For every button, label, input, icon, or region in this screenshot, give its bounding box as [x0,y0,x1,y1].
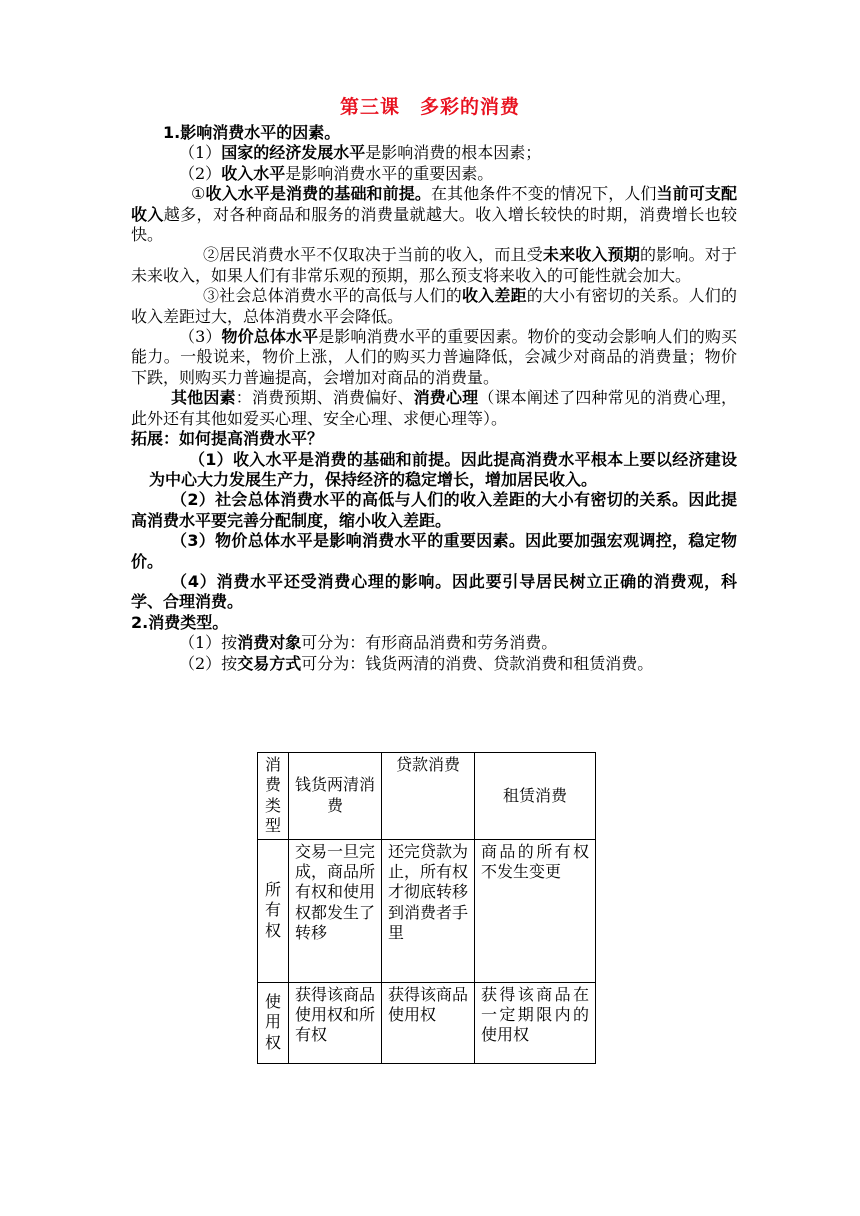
type-item-1 [131,633,737,653]
table-row-label: 使用权 [258,982,289,1063]
income-point-2 [131,245,737,286]
factor-item-2 [131,164,737,184]
factor-item-2-keyword: 收入水平 [221,163,286,183]
factor-item-1-keyword: 国家的经济发展水平 [221,143,366,163]
lesson-title: 第三课 多彩的消费 [339,96,520,118]
type-item-1-text-b: 可分为：有形商品消费和劳务消费。 [301,633,558,653]
table-header-row [258,753,596,840]
factor-item-2-number: （2） [179,163,222,183]
document-body [131,123,737,674]
other-factors-text-a: ：消费预期、消费偏好、 [235,388,414,408]
factor-item-1 [131,143,737,163]
table-cell: 获得该商品使用权 [382,982,475,1063]
table-row [258,982,596,1063]
other-factors-keyword: 消费心理 [413,388,479,408]
table-cell: 获得该商品使用权和所有权 [289,982,382,1063]
factor-item-3-text: 是影响消费水平的重要因素。物价的变动会影响人们的购买能力。一般说来，物价上涨，人们的购买力普遍降低，会减少对商品的消费量；物价下跌，则购买力普遍提高，会增加对商品的消费量。 [131,327,737,387]
income-point-2-text-b: 的影响。对于未来收入，如果人们有非常乐观的预期，那么预支将来收入的可能性就会加大。 [131,245,737,285]
income-point-2-text-a: ②居民消费水平不仅取决于当前的收入，而且受 [203,245,543,265]
income-point-3-keyword: 收入差距 [461,286,527,306]
table-header-cell: 贷款消费 [382,753,475,840]
table-row-label: 所有权 [258,839,289,982]
extension-item-2: （2）社会总体消费水平的高低与人们的收入差距的大小有密切的关系。因此提高消费水平要完善分配制度，缩小收入差距。 [131,490,737,530]
table-cell: 商品的所有权不发生变更 [475,839,596,982]
income-point-1-text-a: 在其他条件不变的情况下，人们 [431,184,657,204]
income-point-1-keyword: 收入水平是消费的基础和前提。 [205,184,431,204]
other-factors-label: 其他因素 [171,388,236,408]
table-cell: 还完贷款为止，所有权才彻底转移到消费者手里 [382,839,475,982]
table-cell: 获得该商品在一定期限内的使用权 [475,982,596,1063]
table-cell: 交易一旦完成，商品所有权和使用权都发生了转移 [289,839,382,982]
income-point-1-keyword-2: 当前可支配收入 [131,184,737,224]
factor-item-3 [131,327,737,388]
type-item-1-keyword: 消费对象 [237,633,302,653]
table-header-cell: 钱货两清消费 [289,753,382,840]
table-header-cell: 消费类型 [258,753,289,840]
income-point-1-text-b: 越多，对各种商品和服务的消费量就越大。收入增长较快的时期，消费增长也较快。 [131,204,737,245]
factor-item-2-text: 是影响消费水平的重要因素。 [285,163,494,183]
section-1-heading: 1.影响消费水平的因素。 [163,123,341,142]
extension-item-4: （4）消费水平还受消费心理的影响。因此要引导居民树立正确的消费观，科学、合理消费。 [131,571,737,612]
type-item-2-keyword: 交易方式 [237,653,302,673]
extension-item-1: （1）收入水平是消费的基础和前提。因此提高消费水平根本上要以经济建设为中心大力发展生产力，保持经济的稳定增长，增加居民收入。 [149,449,737,489]
income-point-1-marker: ① [191,184,206,204]
extension-item-3: （3）物价总体水平是影响消费水平的重要因素。因此要加强宏观调控，稳定物价。 [131,531,737,571]
consumption-type-table [257,752,596,1064]
income-point-3-text-b: 的大小有密切的关系。人们的收入差距过大，总体消费水平会降低。 [131,286,737,326]
type-item-2 [131,654,737,674]
income-point-1 [131,184,737,245]
income-point-3-text-a: ③社会总体消费水平的高低与人们的 [203,286,462,306]
type-item-1-text-a: （1）按 [179,633,238,653]
income-point-2-keyword: 未来收入预期 [542,245,641,265]
table-header-cell: 租赁消费 [475,753,596,840]
factor-item-3-number: （3） [179,327,222,347]
income-point-3 [131,286,737,327]
factor-item-1-text: 是影响消费的根本因素； [365,143,542,163]
factor-item-3-keyword: 物价总体水平 [221,327,319,347]
factor-item-1-number: （1） [179,143,222,163]
type-item-2-text-a: （2）按 [179,653,238,673]
type-item-2-text-b: 可分为：钱货两清的消费、贷款消费和租赁消费。 [301,653,654,673]
section-2-heading: 2.消费类型。 [131,612,229,632]
extension-heading: 拓展：如何提高消费水平？ [131,429,324,449]
other-factors [131,388,737,429]
other-factors-text-b: （课本阐述了四种常见的消费心理，此外还有其他如爱买心理、安全心理、求便心理等）。 [131,388,737,428]
table-row [258,839,596,982]
